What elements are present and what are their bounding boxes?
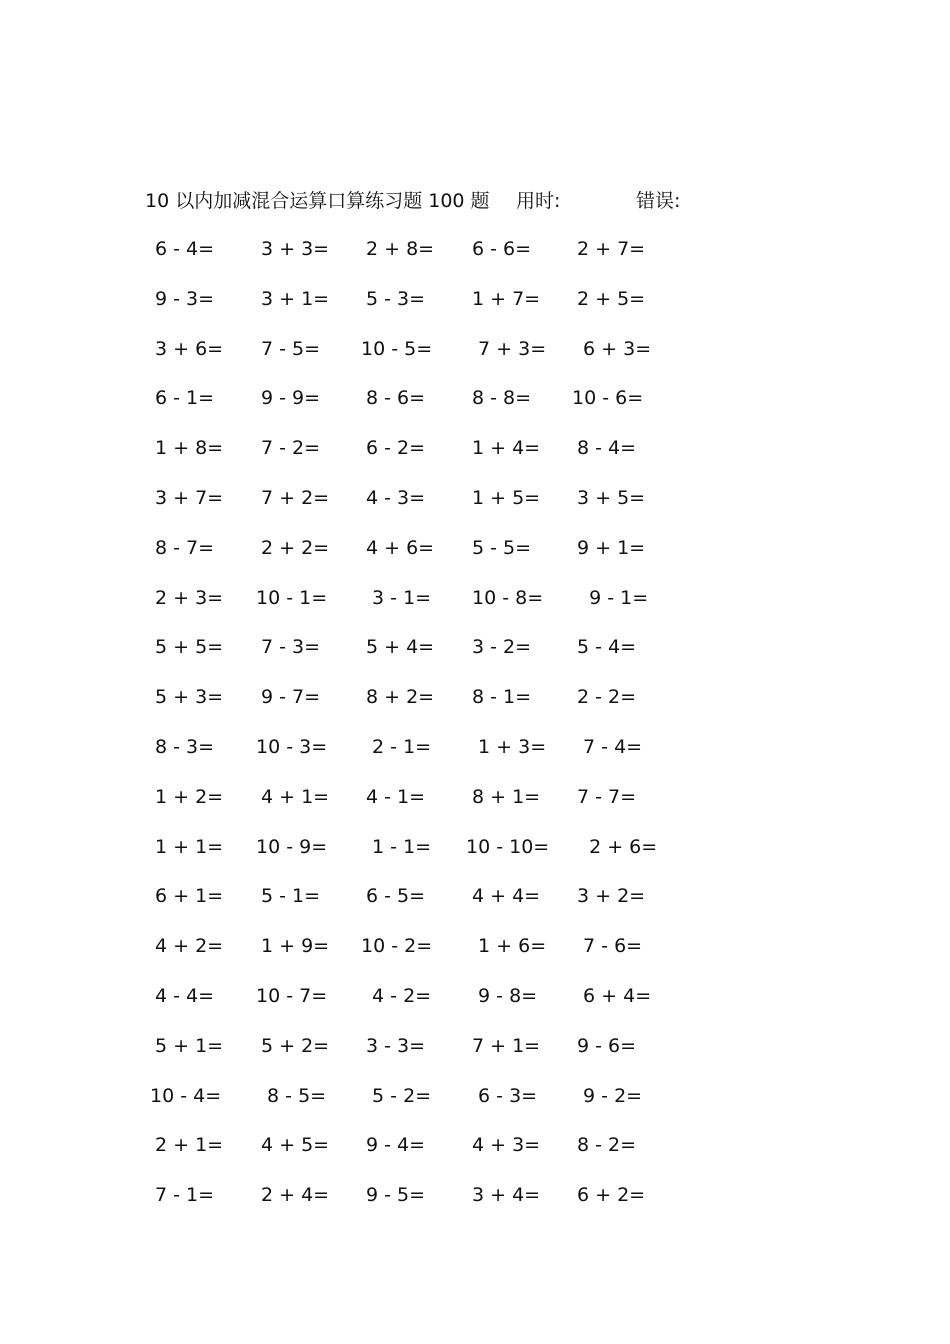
math-problem: 3 + 4=: [472, 1184, 541, 1207]
problem-row: [145, 682, 705, 732]
math-problem: 8 + 1=: [472, 785, 541, 808]
math-problem: 9 - 8=: [472, 984, 538, 1007]
problem-row: [145, 334, 705, 384]
math-problem: 10 - 4=: [150, 1084, 222, 1107]
math-problem: 9 - 2=: [577, 1084, 643, 1107]
math-problem: 6 - 2=: [366, 437, 426, 460]
math-problem: 9 - 1=: [577, 586, 649, 609]
problem-row: [145, 1081, 705, 1131]
math-problem: 1 + 9=: [261, 935, 330, 958]
math-problem: 2 + 7=: [577, 238, 646, 260]
math-problem: 3 - 2=: [472, 636, 532, 659]
math-problem: 2 + 5=: [577, 287, 646, 310]
problem-grid: [145, 234, 705, 1230]
math-problem: 5 + 3=: [155, 686, 224, 709]
math-problem: 1 + 6=: [472, 935, 547, 958]
problem-row: [145, 931, 705, 981]
math-problem: 5 + 2=: [261, 1034, 330, 1057]
math-problem: 5 - 5=: [472, 536, 532, 559]
math-problem: 9 - 3=: [155, 287, 215, 310]
math-problem: 8 - 5=: [261, 1084, 327, 1107]
math-problem: 6 + 3=: [577, 337, 652, 360]
math-problem: 1 - 1=: [366, 835, 432, 858]
math-problem: 9 - 5=: [366, 1184, 426, 1207]
math-problem: 10 - 10=: [466, 835, 550, 858]
math-problem: 3 + 1=: [261, 287, 330, 310]
problem-row: [145, 782, 705, 832]
math-problem: 2 - 1=: [366, 735, 432, 758]
math-problem: 3 + 7=: [155, 486, 224, 509]
math-problem: 7 - 6=: [577, 935, 643, 958]
math-problem: 4 + 4=: [472, 885, 541, 908]
math-problem: 5 - 4=: [577, 636, 637, 659]
math-problem: 2 + 1=: [155, 1134, 224, 1157]
math-problem: 1 + 2=: [155, 785, 224, 808]
math-problem: 8 - 2=: [577, 1134, 637, 1157]
math-problem: 4 + 3=: [472, 1134, 541, 1157]
math-problem: 10 - 3=: [256, 735, 328, 758]
math-problem: 5 - 2=: [366, 1084, 432, 1107]
math-problem: 5 + 5=: [155, 636, 224, 659]
math-problem: 9 - 7=: [261, 686, 321, 709]
math-problem: 8 + 2=: [366, 686, 435, 709]
math-problem: 4 - 1=: [366, 785, 426, 808]
math-problem: 8 - 3=: [155, 735, 215, 758]
math-problem: 6 - 3=: [472, 1084, 538, 1107]
math-problem: 5 + 4=: [366, 636, 435, 659]
worksheet-title: 10 以内加减混合运算口算练习题 100 题: [145, 190, 490, 212]
math-problem: 6 - 1=: [155, 387, 215, 410]
math-problem: 1 + 3=: [472, 735, 547, 758]
math-problem: 6 + 1=: [155, 885, 224, 908]
math-problem: 1 + 5=: [472, 486, 541, 509]
math-problem: 8 - 1=: [472, 686, 532, 709]
problem-row: [145, 1130, 705, 1180]
math-problem: 9 - 4=: [366, 1134, 426, 1157]
math-problem: 7 + 3=: [472, 337, 547, 360]
math-problem: 5 + 1=: [155, 1034, 224, 1057]
math-problem: 7 - 4=: [577, 735, 643, 758]
math-problem: 4 - 3=: [366, 486, 426, 509]
math-problem: 8 - 7=: [155, 536, 215, 559]
math-problem: 6 - 6=: [472, 238, 532, 260]
math-problem: 2 - 2=: [577, 686, 637, 709]
problem-row: [145, 383, 705, 433]
math-problem: 6 + 4=: [577, 984, 652, 1007]
math-problem: 3 - 3=: [366, 1034, 426, 1057]
math-problem: 4 + 6=: [366, 536, 435, 559]
math-problem: 10 - 6=: [572, 387, 644, 410]
math-problem: 3 + 2=: [577, 885, 646, 908]
math-problem: 4 - 2=: [366, 984, 432, 1007]
math-problem: 7 - 3=: [261, 636, 321, 659]
math-problem: 7 + 2=: [261, 486, 330, 509]
math-problem: 7 - 7=: [577, 785, 637, 808]
math-problem: 3 + 3=: [261, 238, 330, 260]
math-problem: 7 - 1=: [155, 1184, 215, 1207]
math-problem: 10 - 7=: [256, 984, 328, 1007]
math-problem: 3 + 6=: [155, 337, 224, 360]
math-problem: 8 - 8=: [472, 387, 532, 410]
math-problem: 9 - 9=: [261, 387, 321, 410]
math-problem: 1 + 4=: [472, 437, 541, 460]
math-problem: 2 + 2=: [261, 536, 330, 559]
worksheet-header: [145, 186, 765, 216]
problem-row: [145, 981, 705, 1031]
math-problem: 10 - 9=: [256, 835, 328, 858]
math-problem: 2 + 6=: [577, 835, 658, 858]
math-problem: 5 - 1=: [261, 885, 321, 908]
time-used-label: 用时:: [516, 190, 561, 212]
errors-label: 错误:: [636, 190, 681, 212]
math-problem: 7 + 1=: [472, 1034, 541, 1057]
math-problem: 6 - 5=: [366, 885, 426, 908]
math-problem: 4 + 1=: [261, 785, 330, 808]
math-problem: 9 + 1=: [577, 536, 646, 559]
problem-row: [145, 483, 705, 533]
problem-row: [145, 732, 705, 782]
math-problem: 7 - 5=: [261, 337, 321, 360]
math-problem: 6 - 4=: [155, 238, 215, 260]
problem-row: [145, 583, 705, 633]
math-problem: 8 - 4=: [577, 437, 637, 460]
problem-row: [145, 632, 705, 682]
problem-row: [145, 1031, 705, 1081]
problem-row: [145, 433, 705, 483]
math-problem: 7 - 2=: [261, 437, 321, 460]
problem-row: [145, 832, 705, 882]
math-problem: 2 + 4=: [261, 1184, 330, 1207]
math-problem: 1 + 8=: [155, 437, 224, 460]
math-problem: 4 - 4=: [155, 984, 215, 1007]
problem-row: [145, 234, 705, 284]
math-problem: 9 - 6=: [577, 1034, 637, 1057]
math-problem: 1 + 7=: [472, 287, 541, 310]
math-problem: 10 - 2=: [361, 935, 433, 958]
math-problem: 2 + 3=: [155, 586, 224, 609]
math-problem: 10 - 1=: [256, 586, 328, 609]
math-problem: 4 + 5=: [261, 1134, 330, 1157]
math-problem: 3 + 5=: [577, 486, 646, 509]
math-problem: 2 + 8=: [366, 238, 435, 260]
math-problem: 3 - 1=: [366, 586, 432, 609]
math-problem: 4 + 2=: [155, 935, 224, 958]
math-problem: 10 - 8=: [472, 586, 544, 609]
math-problem: 1 + 1=: [155, 835, 224, 858]
problem-row: [145, 533, 705, 583]
math-problem: 8 - 6=: [366, 387, 426, 410]
problem-row: [145, 1180, 705, 1230]
problem-row: [145, 284, 705, 334]
math-problem: 10 - 5=: [361, 337, 433, 360]
math-problem: 5 - 3=: [366, 287, 426, 310]
math-problem: 6 + 2=: [577, 1184, 646, 1207]
problem-row: [145, 881, 705, 931]
